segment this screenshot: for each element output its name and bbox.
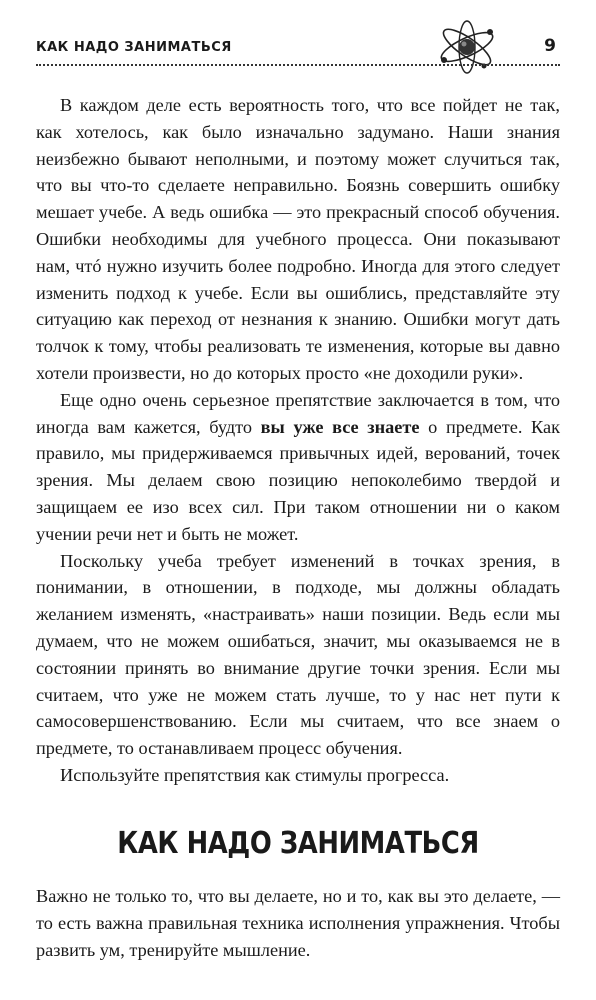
page-header [36, 34, 560, 62]
section-paragraph: Важно не только то, что вы делаете, но и то, как вы это делаете, — то есть важна правильная техника исполнения упражнения. Чтобы развить ум, тренируйте мышление. [36, 886, 560, 960]
section-text [36, 883, 560, 963]
paragraph-4: Используйте препятствия как стимулы прогресса. [60, 764, 450, 785]
section-heading: КАК НАДО ЗАНИМАТЬСЯ [117, 826, 479, 861]
paragraph-1: В каждом деле есть вероятность того, что все пойдет не так, как хотелось, как было изначально задумано. Наши знания неизбежно бывают неполными, и поэтому может случиться так, что вы что-то сделаете неправильно. Боязнь совершить ошибку мешает учебе. А ведь ошибка — это прекрасный способ обучения. Ошибки необходимы для учебного процесса. Они показывают нам, чтó нужно изучить более подробно. Иногда для этого следует изменить подход к учебе. Если вы ошиблись, представляйте эту ситуацию как переход от незнания к знанию. Ошибки могут дать толчок к тому, чтобы реализовать те изменения, которые вы давно хотели произвести, но до которых просто «не доходили руки». [36, 95, 560, 383]
running-title: КАК НАДО ЗАНИМАТЬСЯ [36, 40, 232, 55]
paragraph-2-start: Еще одно очень серьезное препятствие заключается в том, что иногда вам кажется, будто [36, 389, 560, 437]
body-text [36, 92, 560, 789]
emphasis-text: вы уже все знаете [260, 416, 420, 437]
paragraph-3: Поскольку учеба требует изменений в точках зрения, в понимании, в отношении, в подходе, мы должны обладать желанием изменять, «настраивать» наши позиции. Ведь если мы думаем, что не можем ошибаться, значит, мы оказываемся не в состоянии принять во внимание другие точки зрения. Если мы считаем, что уже не можем стать лучше, то у нас нет пути к самосовершенствованию. Если мы считаем, что все знаем о предмете, то останавливаем процесс обучения. [36, 550, 560, 759]
header-divider [36, 64, 560, 66]
page-number: 9 [544, 36, 556, 56]
paragraph-2-end: о предмете. Как правило, мы придерживаемся привычных идей, верований, точек зрения. Мы делаем свою позицию непоколебимо твердой и защищаем ее изо всех сил. При таком отношении ни о каком учении речи нет и быть не может. [36, 416, 560, 544]
paragraph-2 [36, 387, 560, 548]
